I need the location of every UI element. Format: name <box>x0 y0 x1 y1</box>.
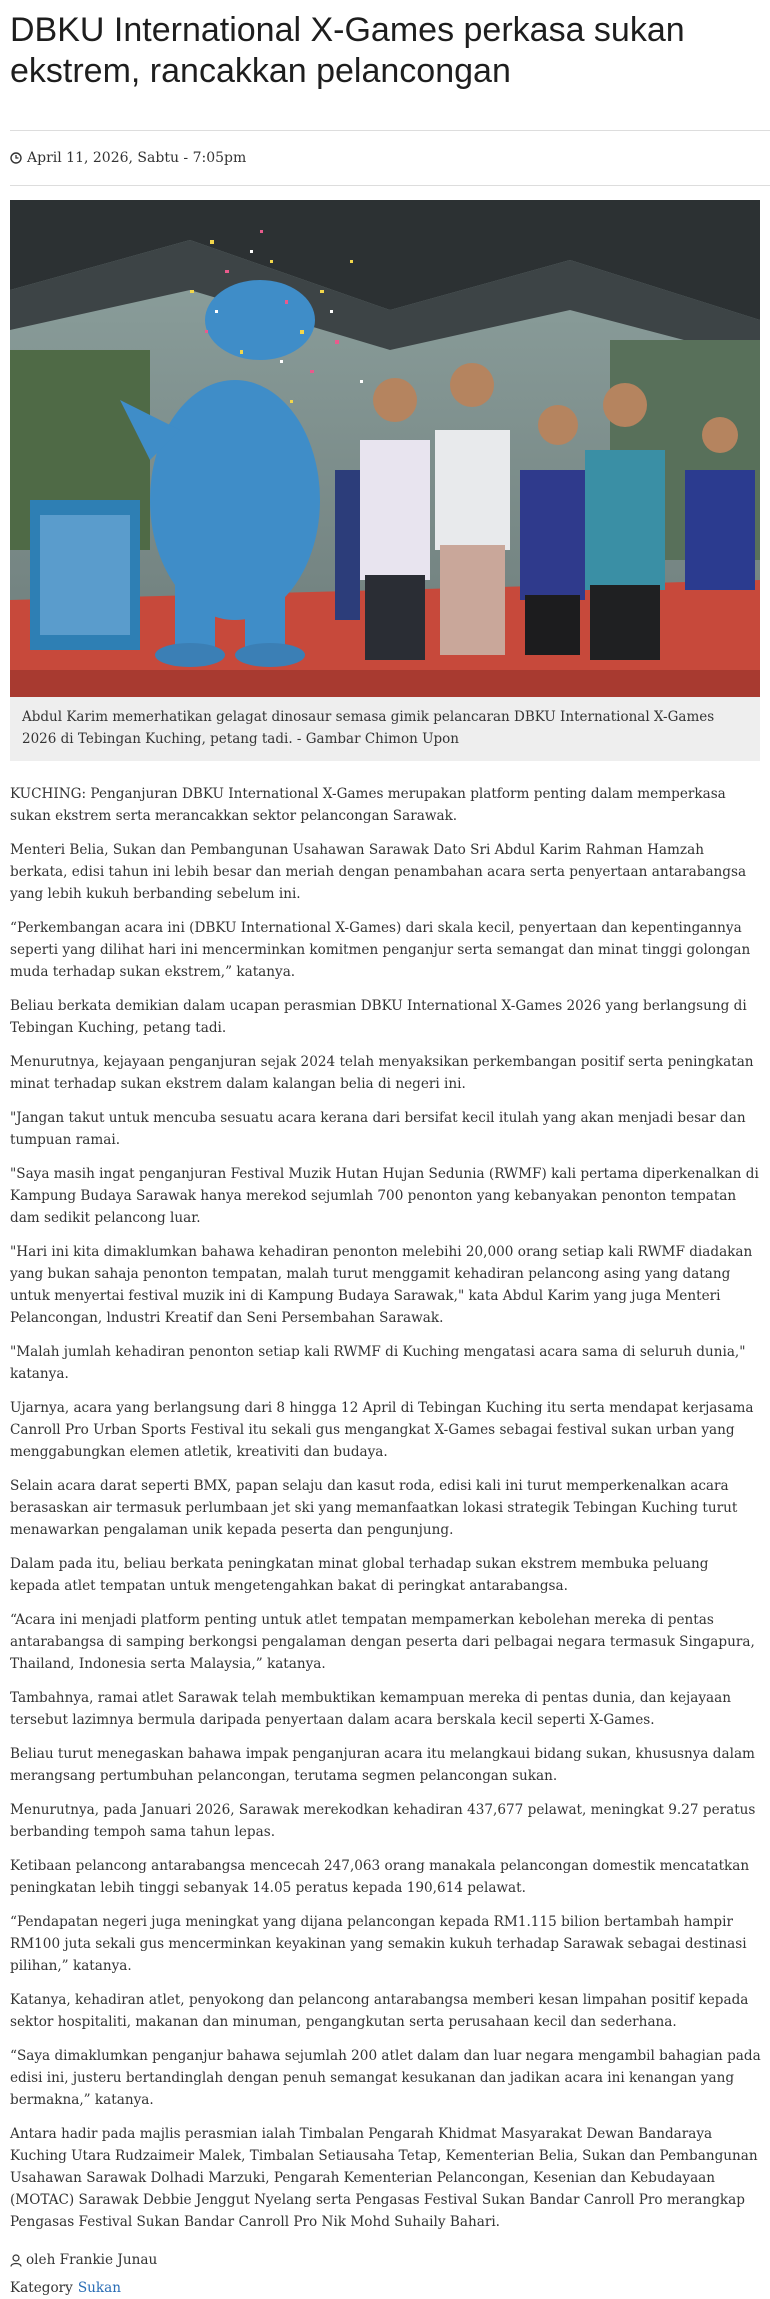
article-paragraph: “Perkembangan acara ini (DBKU International X-Games) dari skala kecil, penyertaan dan kepentingannya seperti yang dilihat hari ini mencerminkan komitmen penganjur serta semangat dan minat tinggi golongan muda terhadap sukan ekstrem,” katanya. <box>10 920 751 980</box>
article-paragraph: "Malah jumlah kehadiran penonton setiap kali RWMF di Kuching mengatasi acara sama di seluruh dunia," katanya. <box>10 1344 746 1382</box>
article-paragraph: Selain acara darat seperti BMX, papan selaju dan kasut roda, edisi kali ini turut memperkenalkan acara berasaskan air termasuk perlumbaan jet ski yang memanfaatkan lokasi strategik Tebingan Kuching turut menawarkan pengalaman unik kepada peserta dan pengunjung. <box>10 1478 738 1538</box>
article-paragraph: "Hari ini kita dimaklumkan bahawa kehadiran penonton melebihi 20,000 orang setiap kali RWMF diadakan yang bukan sahaja penonton tempatan, malah turut menggamit kehadiran pelancong asing yang datang untuk menyertai festival muzik ini di Kampung Budaya Sarawak," kata Abdul Karim yang juga Menteri Pelancongan, lndustri Kreatif dan Seni Persembahan Sarawak. <box>10 1244 753 1326</box>
category-row <box>10 2277 770 2299</box>
author-name: oleh Frankie Junau <box>26 2252 158 2268</box>
article-paragraph: Beliau turut menegaskan bahawa impak penganjuran acara itu melangkaui bidang sukan, khususnya dalam merangsang pertumbuhan pelancongan, terutama segmen pelancongan sukan. <box>10 1746 755 1784</box>
clock-icon <box>10 152 22 164</box>
article-paragraph: Ketibaan pelancong antarabangsa mencecah 247,063 orang manakala pelancongan domestik mencatatkan peningkatan lebih tinggi sebanyak 14.05 peratus kepada 190,614 pelawat. <box>10 1858 750 1896</box>
article-paragraph: Menurutnya, kejayaan penganjuran sejak 2024 telah menyaksikan perkembangan positif serta peningkatan minat terhadap sukan ekstrem dalam kalangan belia di negeri ini. <box>10 1054 754 1092</box>
article-body <box>10 783 762 2233</box>
article-paragraph: Menurutnya, pada Januari 2026, Sarawak merekodkan kehadiran 437,677 pelawat, meningkat 9.27 peratus berbanding tempoh sama tahun lepas. <box>10 1802 756 1840</box>
photo-caption: Abdul Karim memerhatikan gelagat dinosaur semasa gimik pelancaran DBKU International X-Games 2026 di Tebingan Kuching, petang tadi. - Gambar Chimon Upon <box>10 697 760 761</box>
article-paragraph: “Pendapatan negeri juga meningkat yang dijana pelancongan kepada RM1.115 bilion bertambah hampir RM100 juta sekali gus mencerminkan keyakinan yang semakin kukuh terhadap Sarawak sebagai destinasi pilihan,” katanya. <box>10 1914 747 1974</box>
category-label: Kategory <box>10 2280 73 2296</box>
article-date: April 11, 2026, Sabtu - 7:05pm <box>27 150 247 166</box>
article-title: DBKU International X-Games perkasa sukan ekstrem, rancakkan pelancongan <box>10 11 685 90</box>
article-paragraph: "Jangan takut untuk mencuba sesuatu acara kerana dari bersifat kecil itulah yang akan menjadi besar dan tumpuan ramai. <box>10 1110 746 1148</box>
article-paragraph: “Saya dimaklumkan penganjur bahawa sejumlah 200 atlet dalam dan luar negara mengambil bahagian pada edisi ini, justeru bertandinglah dengan penuh semangat kesukanan dan jadikan acara ini kenangan yang bermakna,” katanya. <box>10 2048 761 2108</box>
article-paragraph: Dalam pada itu, beliau berkata peningkatan minat global terhadap sukan ekstrem membuka peluang kepada atlet tempatan untuk mengetengahkan bakat di peringkat antarabangsa. <box>10 1556 709 1594</box>
article-paragraph: Katanya, kehadiran atlet, penyokong dan pelancong antarabangsa memberi kesan limpahan positif kepada sektor hospitaliti, makanan dan minuman, pengangkutan serta perusahaan kecil dan sederhana. <box>10 1992 749 2030</box>
article-paragraph: Beliau berkata demikian dalam ucapan perasmian DBKU International X-Games 2026 yang berlangsung di Tebingan Kuching, petang tadi. <box>10 998 747 1036</box>
article-byline <box>10 2249 770 2271</box>
article-paragraph: KUCHING: Penganjuran DBKU International X-Games merupakan platform penting dalam memperkasa sukan ekstrem serta merancakkan sektor pelancongan Sarawak. <box>10 786 726 824</box>
photo-illustration <box>10 200 760 697</box>
category-link-sukan[interactable]: Sukan <box>77 2280 122 2296</box>
article-date-row <box>10 130 770 186</box>
article-paragraph: Tambahnya, ramai atlet Sarawak telah membuktikan kemampuan mereka di pentas dunia, dan kejayaan tersebut lazimnya bermula daripada penyertaan dalam acara berskala kecil seperti X-Games. <box>10 1690 731 1728</box>
article-paragraph: Ujarnya, acara yang berlangsung dari 8 hingga 12 April di Tebingan Kuching itu serta mendapat kerjasama Canroll Pro Urban Sports Festival itu sekali gus mengangkat X-Games sebagai festival sukan urban yang menggabungkan elemen atletik, kreativiti dan budaya. <box>10 1400 754 1460</box>
article-photo <box>10 200 760 697</box>
article-paragraph: Antara hadir pada majlis perasmian ialah Timbalan Pengarah Khidmat Masyarakat Dewan Bandaraya Kuching Utara Rudzaimeir Malek, Timbalan Setiausaha Tetap, Kementerian Belia, Sukan dan Pembangunan Usahawan Sarawak Dolhadi Marzuki, Pengarah Kementerian Pelancongan, Kesenian dan Kebudayaan (MOTAC) Sarawak Debbie Jenggut Nyelang serta Pengasas Festival Sukan Bandar Canroll Pro merangkap Pengasas Festival Sukan Bandar Canroll Pro Nik Mohd Suhaily Bahari. <box>10 2126 758 2230</box>
article-page <box>10 10 770 2299</box>
article-paragraph: “Acara ini menjadi platform penting untuk atlet tempatan mempamerkan kebolehan mereka di pentas antarabangsa di samping berkongsi pengalaman dengan peserta dari pelbagai negara termasuk Singapura, Thailand, Indonesia serta Malaysia,” katanya. <box>10 1612 755 1672</box>
user-icon <box>10 2254 22 2267</box>
article-paragraph: Menteri Belia, Sukan dan Pembangunan Usahawan Sarawak Dato Sri Abdul Karim Rahman Hamzah berkata, edisi tahun ini lebih besar dan meriah dengan penambahan acara serta penyertaan antarabangsa yang lebih kukuh berbanding sebelum ini. <box>10 842 747 902</box>
article-paragraph: "Saya masih ingat penganjuran Festival Muzik Hutan Hujan Sedunia (RWMF) kali pertama diperkenalkan di Kampung Budaya Sarawak hanya merekod sejumlah 700 penonton yang kebanyakan penonton tempatan dam sedikit pelancong luar. <box>10 1166 759 1226</box>
